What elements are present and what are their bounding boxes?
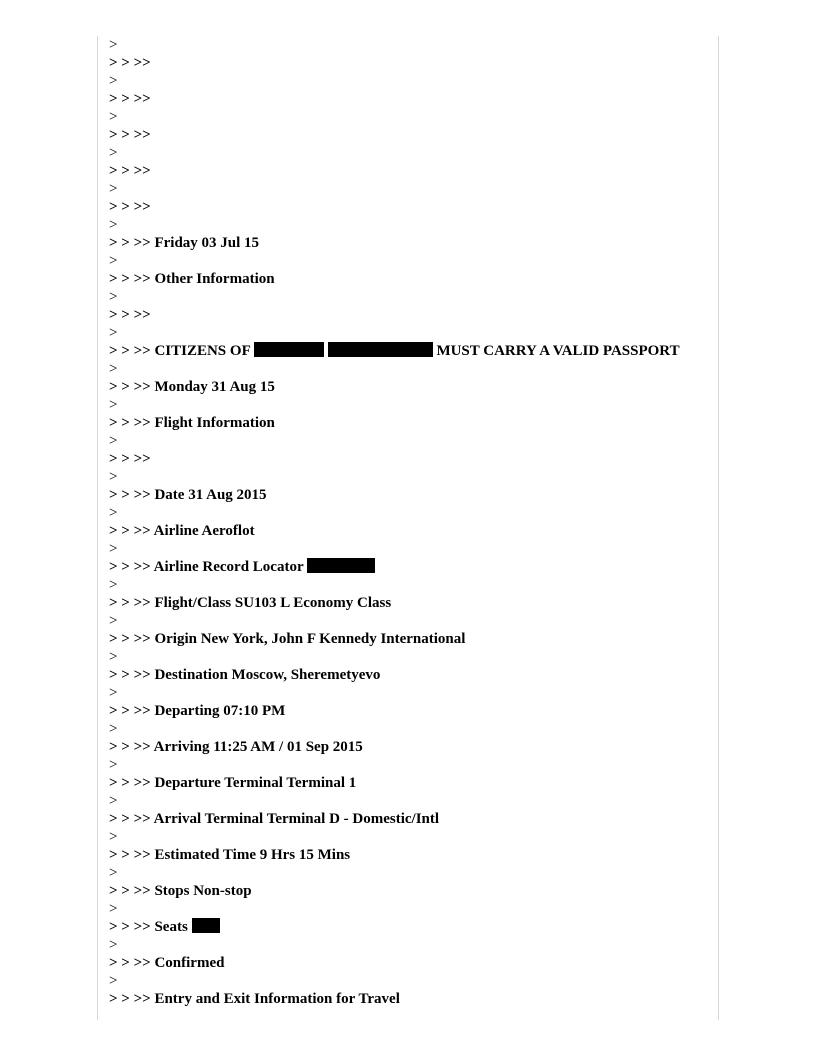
quote-marker-line: > [109, 685, 118, 701]
quote-marker-line: > [109, 721, 118, 737]
itinerary-line-departure-terminal [109, 774, 718, 792]
quote-prefix: > > >> [109, 379, 151, 395]
redaction-box [328, 342, 433, 357]
line-text: Origin New York, John F Kennedy International [154, 631, 466, 647]
redaction-box [307, 558, 375, 573]
line-text: MUST CARRY A VALID PASSPORT [436, 343, 680, 359]
quote-marker-line: > [109, 433, 118, 449]
itinerary-line-arriving [109, 738, 718, 756]
line-text: Arrival Terminal Terminal D - Domestic/Intl [153, 811, 440, 827]
quote-marker-line: > [109, 613, 118, 629]
quote-prefix-line [109, 90, 718, 108]
quote-marker-line: > [109, 181, 118, 197]
quote-prefix: > > >> [109, 199, 151, 215]
quote-marker-line: > [109, 793, 118, 809]
quote-prefix: > > >> [109, 919, 151, 935]
itinerary-line-section-flight-info [109, 414, 718, 432]
quote-prefix: > > >> [109, 271, 151, 287]
quote-marker-line: > [109, 973, 118, 989]
quote-prefix: > > >> [109, 703, 151, 719]
line-text: Friday 03 Jul 15 [154, 235, 260, 251]
quote-prefix: > > >> [109, 667, 151, 683]
quote-marker-line: > [109, 361, 118, 377]
quote-marker-line: > [109, 73, 118, 89]
line-text: Other Information [154, 271, 275, 287]
line-text: Airline Record Locator [153, 559, 304, 575]
quote-prefix: > > >> [109, 91, 151, 107]
quote-prefix: > > >> [109, 991, 151, 1007]
quote-marker-line: > [109, 829, 118, 845]
line-text: Airline Aeroflot [153, 523, 255, 539]
quote-marker-line: > [109, 505, 118, 521]
line-text: Destination Moscow, Sheremetyevo [154, 667, 381, 683]
quote-prefix: > > >> [109, 127, 151, 143]
quote-marker-line: > [109, 649, 118, 665]
itinerary-line-stops [109, 882, 718, 900]
itinerary-line-airline [109, 522, 718, 540]
quote-marker-line: > [109, 901, 118, 917]
line-text: Date 31 Aug 2015 [154, 487, 267, 503]
quote-prefix: > > >> [109, 55, 151, 71]
line-text: Flight/Class SU103 L Economy Class [154, 595, 392, 611]
quote-marker-line: > [109, 469, 118, 485]
itinerary-line-seats [109, 918, 718, 936]
quote-prefix-line [109, 126, 718, 144]
line-text: Confirmed [154, 955, 225, 971]
line-text: Arriving 11:25 AM / 01 Sep 2015 [153, 739, 363, 755]
quote-marker-line: > [109, 397, 118, 413]
quote-prefix: > > >> [109, 775, 151, 791]
quote-marker-line: > [109, 289, 118, 305]
quote-prefix: > > >> [109, 739, 151, 755]
line-text: CITIZENS OF [154, 343, 251, 359]
quote-marker-line: > [109, 145, 118, 161]
redaction-box [192, 918, 220, 933]
quote-prefix: > > >> [109, 343, 151, 359]
quote-prefix: > > >> [109, 811, 151, 827]
itinerary-line-section-other-info [109, 270, 718, 288]
itinerary-line-record-locator [109, 558, 718, 576]
quote-marker-line: > [109, 253, 118, 269]
itinerary-line-blank-2 [109, 450, 718, 468]
quote-marker-line: > [109, 325, 118, 341]
quote-prefix: > > >> [109, 487, 151, 503]
quote-prefix: > > >> [109, 235, 151, 251]
quoted-itinerary-text [109, 36, 718, 1008]
quote-marker-line: > [109, 865, 118, 881]
redaction-box [254, 342, 324, 357]
quote-prefix: > > >> [109, 631, 151, 647]
email-body-page [97, 36, 719, 1020]
quote-prefix: > > >> [109, 307, 151, 323]
quote-prefix: > > >> [109, 451, 151, 467]
quote-marker-line: > [109, 541, 118, 557]
itinerary-line-estimated-time [109, 846, 718, 864]
line-text: Entry and Exit Information for Travel [154, 991, 400, 1007]
quote-prefix: > > >> [109, 847, 151, 863]
quote-marker-line: > [109, 577, 118, 593]
quote-prefix: > > >> [109, 559, 151, 575]
line-text: Stops Non-stop [154, 883, 252, 899]
quote-prefix-line [109, 54, 718, 72]
itinerary-line-date-2 [109, 378, 718, 396]
quote-marker-line: > [109, 37, 118, 53]
itinerary-line-origin [109, 630, 718, 648]
itinerary-line-flight-class [109, 594, 718, 612]
quote-prefix-line [109, 198, 718, 216]
itinerary-line-flight-date [109, 486, 718, 504]
line-text: Estimated Time 9 Hrs 15 Mins [154, 847, 351, 863]
line-text: Departure Terminal Terminal 1 [154, 775, 357, 791]
itinerary-line-blank-1 [109, 306, 718, 324]
itinerary-line-status [109, 954, 718, 972]
itinerary-line-destination [109, 666, 718, 684]
quote-prefix: > > >> [109, 595, 151, 611]
itinerary-line-section-entry-exit [109, 990, 718, 1008]
line-text: Seats [154, 919, 188, 935]
itinerary-line-passport-notice [109, 342, 718, 360]
quote-prefix-line [109, 162, 718, 180]
line-text: Monday 31 Aug 15 [154, 379, 275, 395]
quote-marker-line: > [109, 217, 118, 233]
quote-prefix: > > >> [109, 163, 151, 179]
quote-marker-line: > [109, 109, 118, 125]
line-text: Flight Information [154, 415, 275, 431]
quote-prefix: > > >> [109, 415, 151, 431]
quote-prefix: > > >> [109, 955, 151, 971]
quote-prefix: > > >> [109, 883, 151, 899]
itinerary-line-arrival-terminal [109, 810, 718, 828]
quote-prefix: > > >> [109, 523, 151, 539]
line-text: Departing 07:10 PM [154, 703, 286, 719]
quote-marker-line: > [109, 937, 118, 953]
itinerary-line-date-1 [109, 234, 718, 252]
quote-marker-line: > [109, 757, 118, 773]
itinerary-line-departing [109, 702, 718, 720]
